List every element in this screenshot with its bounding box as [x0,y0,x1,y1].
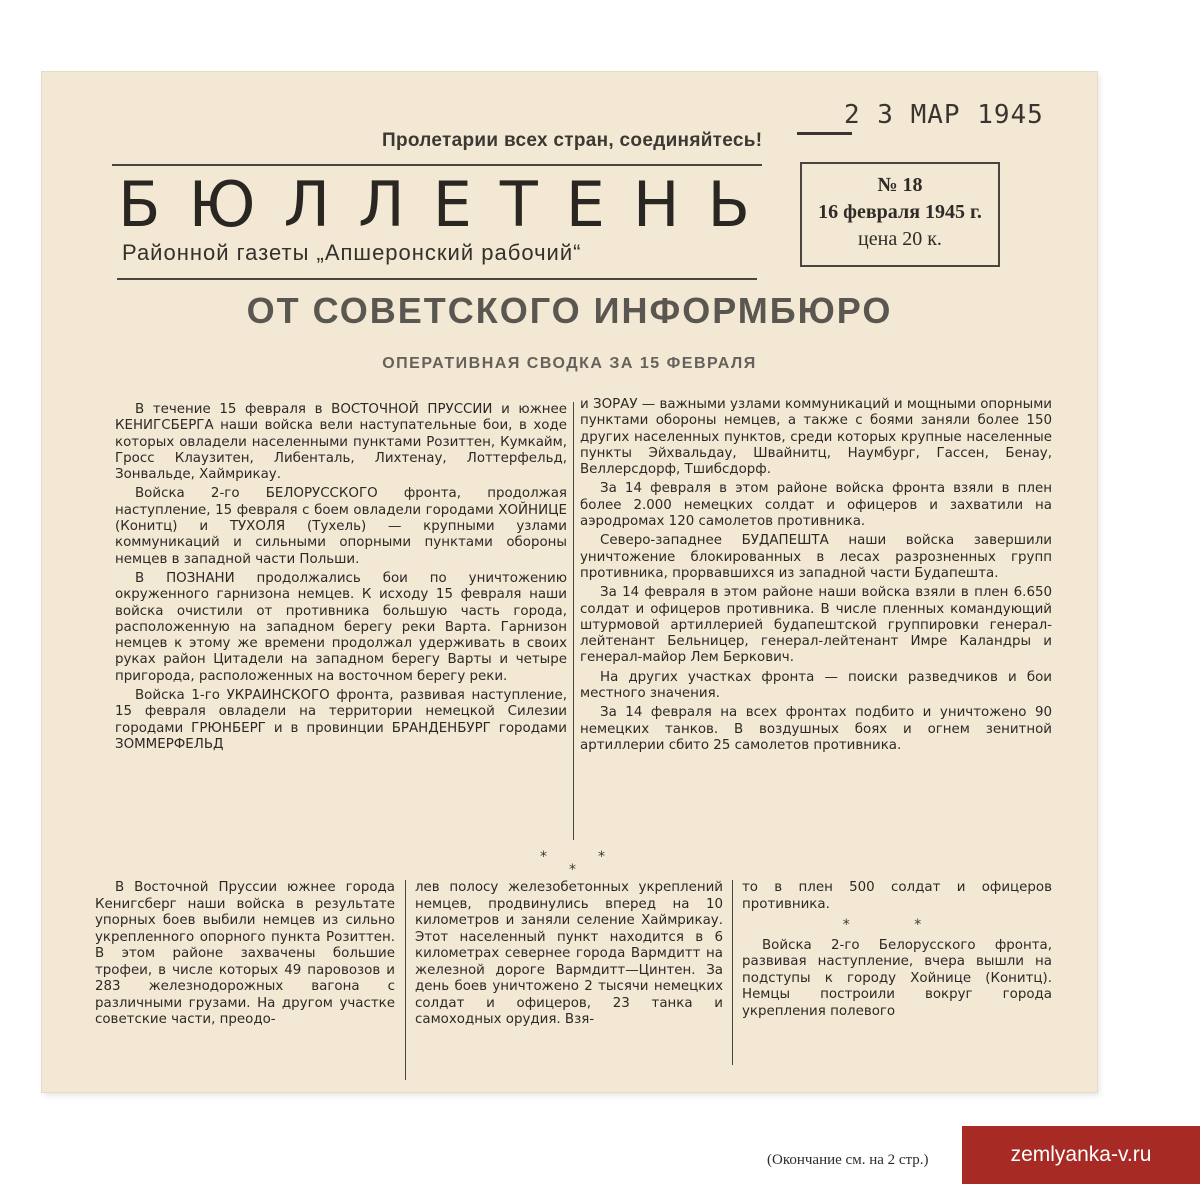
lower-column-3 [742,880,1052,1023]
paragraph: За 14 февраля в этом районе наши войска взяли в плен 6.650 солдат и офицеров противника. В числе пленных командующий штурмовой артиллерией будапештской группировки генерал-лейтенант Бельницер, генерал-лейтенант Имре Каландры и генерал-майор Лем Беркович. [580,585,1052,666]
subheadline: ОПЕРАТИВНАЯ СВОДКА ЗА 15 ФЕВРАЛЯ [382,355,757,372]
paragraph: Войска 1-го УКРАИНСКОГО фронта, развивая наступление, 15 февраля овладели на территории немецкой Силезии городами ГРЮНБЕРГ и в провинции БРАНДЕНБУРГ городами ЗОММЕРФЕЛЬД [115,688,567,752]
masthead-subtitle: Районной газеты „Апшеронский рабочий“ [122,240,582,265]
separator-star: * [598,849,605,865]
stamp-dash [797,132,852,135]
column-divider [573,402,574,840]
paragraph: Войска 2-го БЕЛОРУССКОГО фронта, продолжая наступление, 15 февраля с боем овладели городами ХОЙНИЦЕ (Конитц) и ТУХОЛЯ (Тухель) — крупными узлами коммуникаций и сильными опорными пунктами обороны немцев в западной части Польши. [115,486,567,567]
issue-date: 16 февраля 1945 г. [818,201,982,223]
subtitle-rule [117,278,757,280]
article-column-2 [580,397,1052,757]
issue-number: № 18 [877,174,923,196]
date-stamp: 2 3 МАР 1945 [844,100,1044,130]
slogan-rule [112,164,762,166]
article-column-1 [115,402,567,756]
paragraph: За 14 февраля в этом районе войска фронта взяли в плен более 2.000 немецких солдат и офицеров и захватили на аэродромах 120 самолетов противника. [580,481,1052,530]
slogan: Пролетарии всех стран, соединяйтесь! [382,130,763,151]
paragraph: Северо-западнее БУДАПЕШТА наши войска завершили уничтожение блокированных в лесах разрозненных групп противника, прорвавшихся из западной части Будапешта. [580,533,1052,581]
paragraph: и ЗОРАУ — важными узлами коммуникаций и мощными опорными пунктами обороны немцев, а также с боями заняли более 150 других населенных пунктов, среди которых крупные населенные пункты Эйхвальдау, Швайнитц, Наумбург, Гассен, Бенау, Веллерсдорф, Тшибсдорф. [580,397,1052,478]
lower-column-1 [95,880,395,1032]
issue-price: цена 20 к. [858,228,942,250]
issue-info-box [800,162,1000,267]
paragraph: Войска 2-го Белорусского фронта, развивая наступление, вчера вышли на подступы к городу Хойнице (Конитц). Немцы построили вокруг города укрепления полевого [742,937,1052,1019]
headline: ОТ СОВЕТСКОГО ИНФОРМБЮРО [246,290,893,331]
separator-star: * [540,849,547,865]
paragraph: В ПОЗНАНИ продолжались бои по уничтожению окруженного гарнизона немцев. К исходу 15 февраля наши войска очистили от противника большую часть города, расположенную на западном берегу реки Варта. Гарнизон немцев к этому же времени продолжал удерживать в своих руках район Цитадели на западном берегу Варты и четыре пригорода, расположенных на восточном берегу реки. [115,570,567,684]
separator-star: * [569,862,576,878]
paragraph: лев полосу железобетонных укреплений немцев, продвинулись вперед на 10 километров и заняли селение Хаймрикау. Этот населенный пункт находится в 6 километрах севернее города Вармдитт на железной дороге Вармдитт—Цинтен. За день боев уничтожено 2 тысячи немецких солдат и офицеров, 23 танка и самоходных орудия. Взя- [415,880,723,1027]
column-divider [405,880,406,1080]
separator-star: * * [842,917,952,933]
paragraph: За 14 февраля на всех фронтах подбито и уничтожено 90 немецких танков. В воздушных боях и огнем зенитной артиллерии сбито 25 самолетов противника. [580,705,1052,753]
continued-note: (Окончание см. на 2 стр.) [767,1152,929,1168]
masthead-title: БЮЛЛЕТЕНЬ [118,168,779,241]
paragraph: В течение 15 февраля в ВОСТОЧНОЙ ПРУССИИ и южнее КЕНИГСБЕРГА наши войска вели наступательные бои, в ходе которых овладели населенными пунктами Розиттен, Кумкайм, Гросс Клаузитен, Либенталь, Лихтенау, Лоттерфельд, Зонвальде, Хаймрикау. [115,402,567,483]
watermark-badge[interactable]: zemlyanka-v.ru [962,1126,1200,1184]
paragraph: На других участках фронта — поиски разведчиков и бои местного значения. [580,669,1052,702]
column-divider [732,880,733,1065]
paragraph: В Восточной Пруссии южнее города Кенигсберг наши войска в результате упорных боев выбили немцев из сильно укрепленного опорного пункта Розиттен. В этом районе захвачены большие трофеи, в числе которых 49 паровозов и 283 железнодорожных вагона с различными грузами. На другом участке советские части, преодо- [95,880,395,1027]
paragraph: то в плен 500 солдат и офицеров противника. [742,880,1052,912]
lower-column-2 [415,880,723,1032]
